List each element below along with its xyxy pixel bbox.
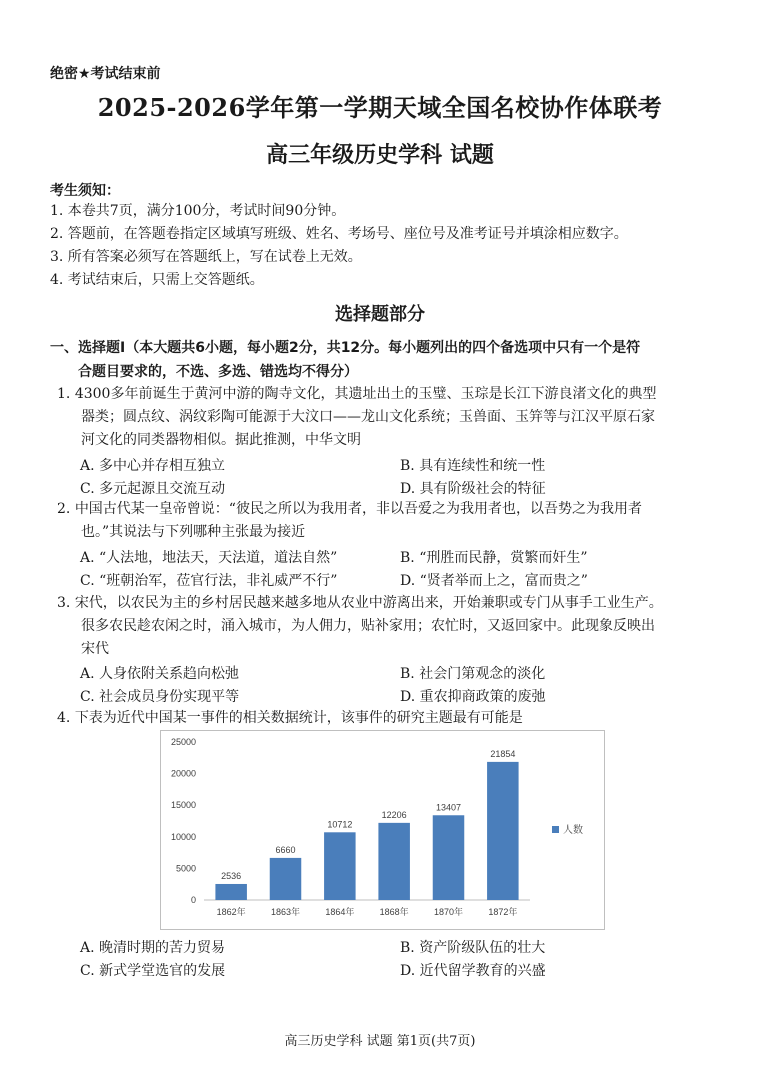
question-2-option-c: C. “班朝治军，莅官行法，非礼威严不行” <box>80 573 338 589</box>
confidential-label: 绝密★考试结束前 <box>50 66 161 82</box>
data-label: 12206 <box>381 809 407 820</box>
question-3-option-b: B. 社会门第观念的淡化 <box>400 666 546 682</box>
data-label: 10712 <box>327 819 353 830</box>
exam-title: 2025-2026学年第一学期天域全国名校协作体联考 <box>97 93 663 122</box>
question-3-option-a: A. 人身依附关系趋向松弛 <box>80 666 240 682</box>
question-number: 2. <box>57 501 71 517</box>
question-4-option-d: D. 近代留学教育的兴盛 <box>400 963 546 979</box>
bar <box>487 762 519 900</box>
bar-chart <box>160 730 605 930</box>
y-tick-label: 25000 <box>170 737 196 747</box>
question-1-option-d: D. 具有阶级社会的特征 <box>400 481 546 497</box>
notice-item-4: 4. 考试结束后，只需上交答题纸。 <box>50 272 264 288</box>
data-label: 2536 <box>221 870 242 881</box>
bar <box>270 858 302 900</box>
question-1-option-a: A. 多中心并存相互独立 <box>80 458 226 474</box>
part-instructions <box>50 336 720 384</box>
question-text-line: 宋代，以农民为主的乡村居民越来越多地从农业中游离出来，开始兼职或专门从事手工业生产。 <box>74 595 663 611</box>
question-text-line: 中国古代某一皇帝曾说：“彼民之所以为我用者，非以吾爱之为我用者也，以吾势之为我用者 <box>74 501 642 517</box>
x-tick-label: 1872年 <box>488 907 518 917</box>
y-tick-label: 5000 <box>175 863 196 874</box>
part-instructions-line2: 合题目要求的，不选、多选、错选均不得分） <box>78 364 358 380</box>
x-tick-label: 1862年 <box>216 907 246 917</box>
part-instructions-line1: 一、选择题Ⅰ（本大题共6小题，每小题2分，共12分。每小题列出的四个备选项中只有一个是符 <box>50 340 641 356</box>
y-tick-label: 20000 <box>170 768 196 779</box>
question-2 <box>57 498 717 544</box>
y-tick-label: 10000 <box>170 831 196 842</box>
question-4-option-b: B. 资产阶级队伍的壮大 <box>400 940 546 956</box>
question-text-line: 河文化的同类器物相似。据此推测，中华文明 <box>81 432 361 448</box>
y-tick-label: 0 <box>190 895 196 905</box>
notice-heading: 考生须知： <box>50 183 120 199</box>
bar-chart-svg <box>160 730 605 930</box>
page-footer: 高三历史学科 试题 第1页(共7页) <box>284 1034 476 1049</box>
question-1-option-c: C. 多元起源且交流互动 <box>80 481 226 497</box>
question-number: 4. <box>57 710 71 726</box>
question-number: 1. <box>57 386 71 402</box>
question-1-option-b: B. 具有连续性和统一性 <box>400 458 546 474</box>
exam-subtitle: 高三年级历史学科 试题 <box>266 142 494 168</box>
question-2-option-d: D. “贤者举而上之，富而贵之” <box>400 573 588 589</box>
question-3-option-d: D. 重农抑商政策的废弛 <box>400 689 546 705</box>
question-number: 3. <box>57 595 71 611</box>
question-text-line: 宋代 <box>81 641 109 657</box>
question-4-option-a: A. 晚清时期的苦力贸易 <box>80 940 226 956</box>
notice-item-3: 3. 所有答案必须写在答题纸上，写在试卷上无效。 <box>50 249 362 265</box>
question-text-line: 下表为近代中国某一事件的相关数据统计，该事件的研究主题最有可能是 <box>74 710 523 726</box>
legend-swatch <box>552 826 559 833</box>
question-1 <box>57 383 717 452</box>
data-label: 6660 <box>275 844 296 855</box>
question-3 <box>57 592 717 661</box>
question-3-option-c: C. 社会成员身份实现平等 <box>80 689 240 705</box>
data-label: 13407 <box>435 802 462 813</box>
question-4 <box>57 707 717 730</box>
x-tick-label: 1868年 <box>379 907 409 917</box>
legend-label: 人数 <box>563 825 583 836</box>
bar <box>433 815 465 900</box>
question-2-option-a: A. “人法地，地法天，天法道，道法自然” <box>80 550 338 566</box>
bar <box>378 823 410 900</box>
data-label: 21854 <box>490 748 516 759</box>
bar <box>215 884 247 900</box>
notice-item-2: 2. 答题前，在答题卷指定区域填写班级、姓名、考场号、座位号及准考证号并填涂相应数字。 <box>50 226 628 242</box>
question-text-line: 器类；圆点纹、涡纹彩陶可能源于大汶口——龙山文化系统；玉兽面、玉笄等与江汉平原石家 <box>81 409 655 425</box>
x-tick-label: 1864年 <box>325 907 355 917</box>
question-text-line: 4300多年前诞生于黄河中游的陶寺文化，其遗址出土的玉璧、玉琮是长江下游良渚文化的典型 <box>74 386 657 402</box>
bar <box>324 832 356 900</box>
question-text-line: 很多农民趁农闲之时，涌入城市，为人佣力，贴补家用；农忙时，又返回家中。此现象反映出 <box>81 618 655 634</box>
question-4-option-c: C. 新式学堂选官的发展 <box>80 963 226 979</box>
x-tick-label: 1870年 <box>433 907 464 917</box>
notice-item-1: 1. 本卷共7页，满分100分，考试时间90分钟。 <box>50 203 346 219</box>
section-title: 选择题部分 <box>335 304 425 325</box>
question-2-option-b: B. “刑胜而民静，赏繁而奸生” <box>400 550 588 566</box>
y-tick-label: 15000 <box>170 800 196 811</box>
x-tick-label: 1863年 <box>270 907 301 917</box>
question-text-line: 也。”其说法与下列哪种主张最为接近 <box>81 524 306 540</box>
